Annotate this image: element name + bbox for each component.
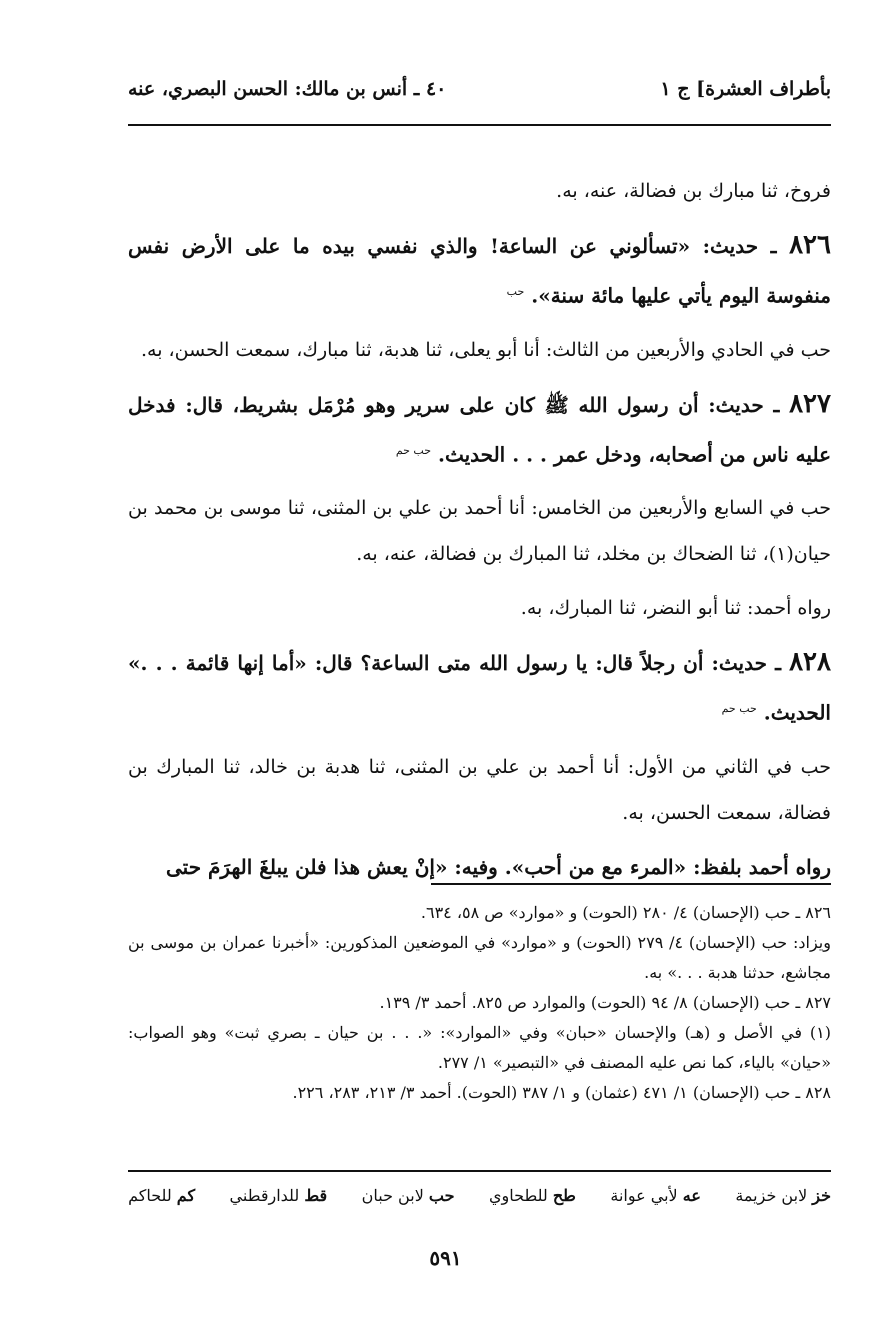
hadith-text: ـ حديث: «تسألوني عن الساعة! والذي نفسي بيده ما على الأرض نفس منفوسة اليوم يأتي عليها مائة سنة». (128, 234, 831, 308)
header-volume: بأطراف العشرة] ج ١ (660, 78, 831, 100)
paragraph (128, 485, 831, 577)
abbreviation-legend (128, 1186, 831, 1205)
legend-name: للحاكم (128, 1186, 172, 1205)
paragraph (128, 585, 831, 631)
main-text (128, 168, 831, 898)
legend-item (362, 1186, 455, 1205)
legend-abbr: طح (552, 1186, 576, 1205)
paragraph-text: حب في الثاني من الأول: أنا أحمد بن علي بن المثنى، ثنا هدبة بن خالد، ثنا المبارك بن فضالة، سمعت الحسن، به. (128, 755, 831, 824)
paragraph (128, 168, 831, 214)
legend-item (610, 1186, 701, 1205)
paragraph-text: حب في الحادي والأربعين من الثالث: أنا أبو يعلى، ثنا هدبة، ثنا مبارك، سمعت الحسن، به. (140, 338, 831, 361)
paragraph-text: حب في السابع والأربعين من الخامس: أنا أحمد بن علي بن المثنى، ثنا موسى بن محمد بن حيان(١)، ثنا الضحاك بن مخلد، ثنا المبارك بن فضالة، عنه، به. (128, 497, 831, 566)
footnote-rule (431, 883, 831, 885)
paragraph-text: رواه أحمد بلفظ: «المرء مع من أحب». وفيه: «إنْ يعش هذا فلن يبلغَ الهرَمَ حتى (166, 854, 831, 879)
legend-item (489, 1186, 576, 1205)
paragraph (128, 744, 831, 836)
source-symbol: حب حم (721, 702, 757, 716)
hadith-text: ـ حديث: أن رسول الله ﷺ كان على سرير وهو مُرْمَل بشريط، قال: فدخل عليه ناس من أصحابه، ودخل عمر . . . الحديث. (128, 392, 831, 467)
hadith-text: ـ حديث: أن رجلاً قال: يا رسول الله متى الساعة؟ قال: «أما إنها قائمة . . .» الحديث. (128, 651, 831, 725)
hadith-826 (128, 222, 831, 319)
hadith-number: ٨٢٨ (789, 647, 831, 678)
source-symbol: حب (506, 285, 525, 298)
legend-name: للطحاوي (488, 1186, 548, 1205)
hadith-number: ٨٢٧ (789, 388, 831, 419)
legend-name: لابن خزيمة (735, 1186, 808, 1205)
running-header (128, 78, 831, 114)
legend-abbr: قط (304, 1186, 328, 1205)
footnote: ويزاد: حب (الإحسان) ٤/ ٢٧٩ (الحوت) و «موارد» في الموضعين المذكورين: «أخبرنا عمران بن موسى بن مجاشع، حدثنا هدبة . . .» به. (128, 933, 831, 982)
hadith-828 (128, 639, 831, 736)
footnote: ٨٢٧ ـ حب (الإحسان) ٨/ ٩٤ (الحوت) والموارد ص ٨٢٥. أحمد ٣/ ١٣٩. (379, 993, 831, 1012)
hadith-number: ٨٢٦ (789, 230, 831, 260)
footnote: ٨٢٨ ـ حب (الإحسان) ١/ ٤٧١ (عثمان) و ١/ ٣٨٧ (الحوت). أحمد ٣/ ٢١٣، ٢٨٣، ٢٢٦. (292, 1083, 831, 1102)
header-chapter: ٤٠ ـ أنس بن مالك: الحسن البصري، عنه (128, 78, 447, 100)
legend-rule (128, 1170, 831, 1172)
hadith-827 (128, 381, 831, 478)
footnote: (١) في الأصل و (هـ) والإحسان «حبان» وفي «الموارد»: «. . . بن حيان ـ بصري ثبت» وهو الصواب: «حيان» بالياء، كما نص عليه المصنف في «التبصير» ١/ ٢٧٧. (128, 1023, 831, 1072)
legend-abbr: كم (176, 1186, 196, 1205)
paragraph-text: رواه أحمد: ثنا أبو النضر، ثنا المبارك، به. (520, 597, 831, 620)
legend-name: لابن حبان (361, 1186, 424, 1205)
legend-name: لأبي عوانة (610, 1186, 678, 1205)
legend-name: للدارقطني (229, 1186, 300, 1205)
page-number: ٥٩١ (429, 1246, 462, 1270)
legend-abbr: حب (428, 1186, 455, 1205)
legend-abbr: خز (812, 1186, 831, 1205)
legend-item (735, 1186, 831, 1205)
header-rule (128, 124, 831, 126)
legend-item (128, 1186, 195, 1205)
footnote: ٨٢٦ ـ حب (الإحسان) ٤/ ٢٨٠ (الحوت) و «موارد» ص ٥٨، ٦٣٤. (420, 903, 831, 922)
footnotes (128, 898, 831, 1108)
paragraph (128, 327, 831, 373)
legend-item (230, 1186, 328, 1205)
paragraph-text: فروخ، ثنا مبارك بن فضالة، عنه، به. (556, 180, 831, 202)
source-symbol: حب حم (395, 443, 432, 457)
legend-abbr: عه (682, 1186, 701, 1205)
